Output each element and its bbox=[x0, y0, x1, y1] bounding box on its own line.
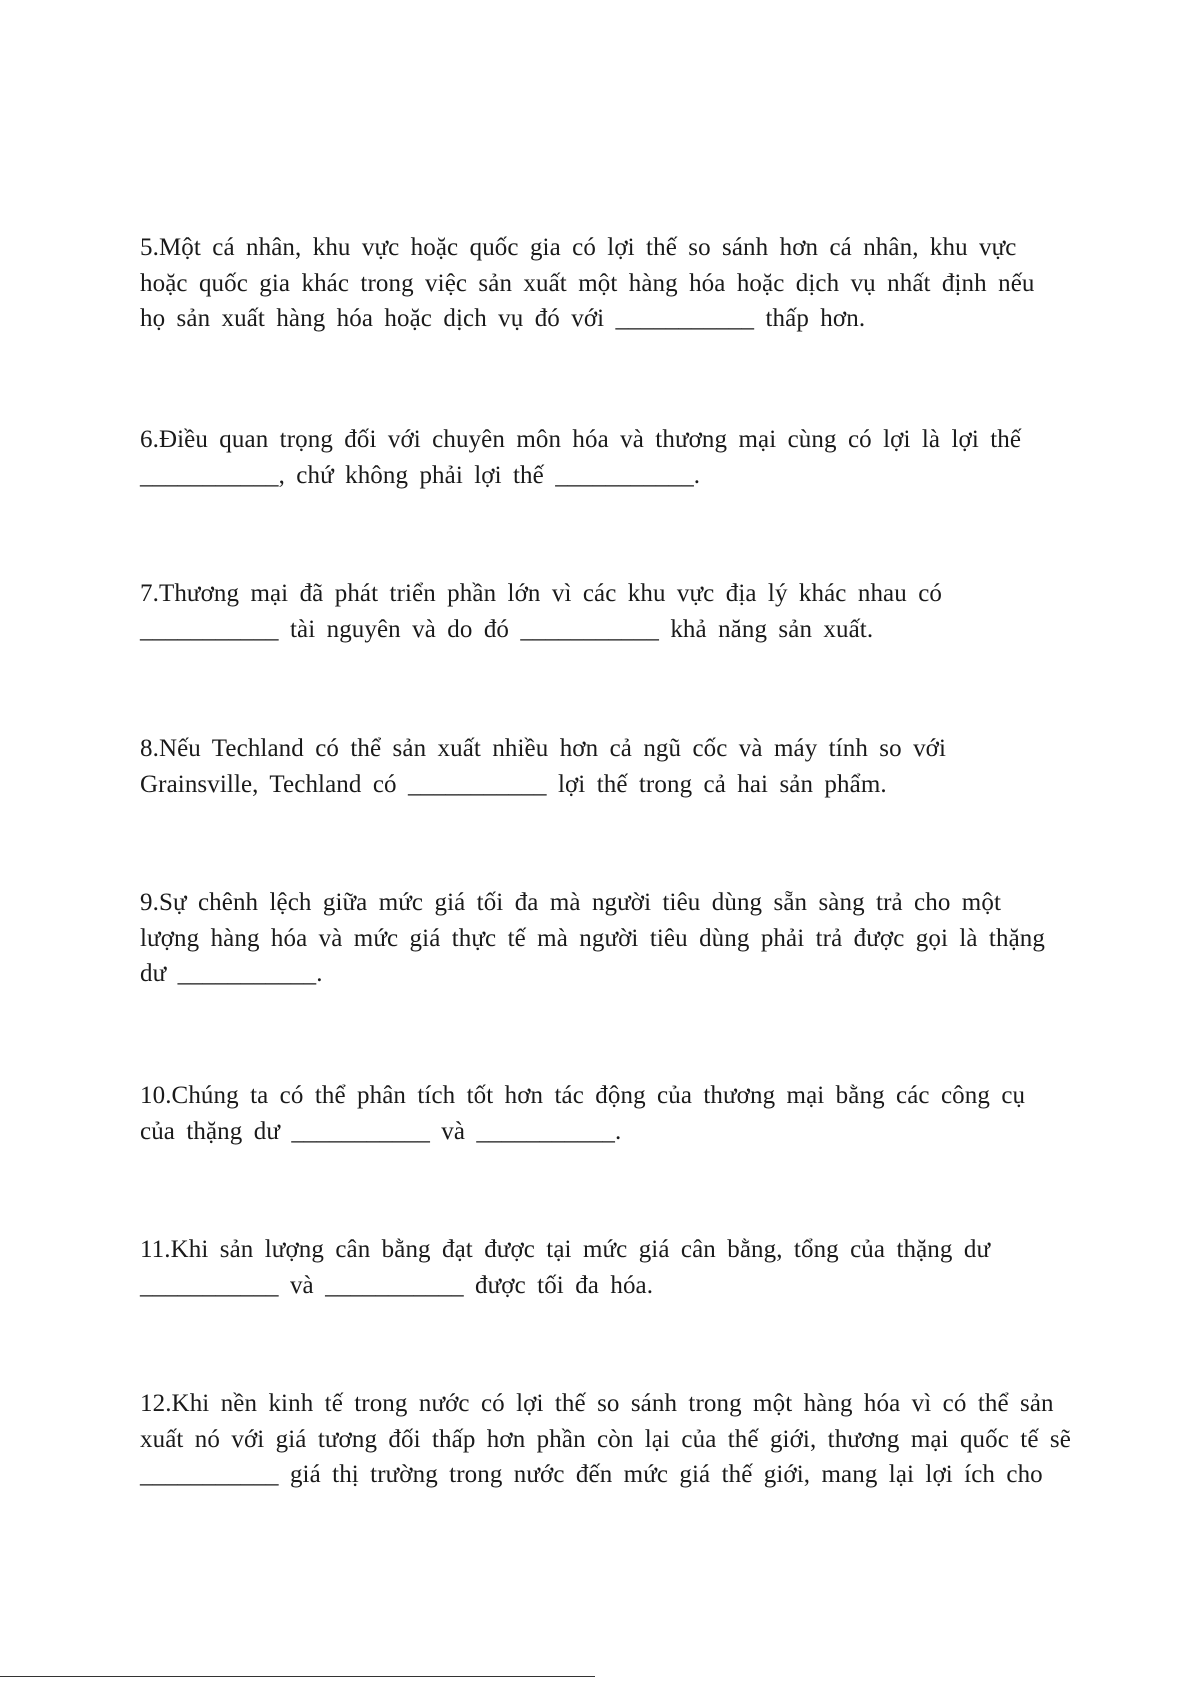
question-6-line-1: 6.Điều quan trọng đối với chuyên môn hóa và thương mại cùng có lợi là lợi thế bbox=[140, 426, 1022, 453]
question-7 bbox=[140, 576, 1140, 647]
question-8-line-2: Grainsville, Techland có ___________ lợi thế trong cả hai sản phẩm. bbox=[140, 770, 887, 798]
question-5 bbox=[140, 230, 1140, 337]
question-11-line-2: ___________ và ___________ được tối đa hóa. bbox=[140, 1271, 654, 1299]
question-12-line-1: 12.Khi nền kinh tế trong nước có lợi thế so sánh trong một hàng hóa vì có thể sản bbox=[140, 1390, 1054, 1417]
question-6-line-2: ___________, chứ không phải lợi thế ___________. bbox=[140, 461, 701, 489]
question-9-line-2: lượng hàng hóa và mức giá thực tế mà người tiêu dùng phải trả được gọi là thặng bbox=[140, 924, 1045, 952]
question-7-line-1: 7.Thương mại đã phát triển phần lớn vì các khu vực địa lý khác nhau có bbox=[140, 580, 942, 607]
footnote-divider bbox=[0, 1676, 595, 1677]
question-11-line-1: 11.Khi sản lượng cân bằng đạt được tại mức giá cân bằng, tổng của thặng dư bbox=[140, 1236, 991, 1263]
question-12 bbox=[140, 1386, 1140, 1493]
question-9 bbox=[140, 885, 1140, 992]
question-5-line-2: hoặc quốc gia khác trong việc sản xuất một hàng hóa hoặc dịch vụ nhất định nếu bbox=[140, 269, 1035, 297]
question-6 bbox=[140, 422, 1140, 493]
question-7-line-2: ___________ tài nguyên và do đó ___________ khả năng sản xuất. bbox=[140, 615, 874, 643]
question-11 bbox=[140, 1232, 1140, 1303]
question-12-line-2: xuất nó với giá tương đối thấp hơn phần còn lại của thế giới, thương mại quốc tế sẽ bbox=[140, 1425, 1071, 1453]
question-5-line-1: 5.Một cá nhân, khu vực hoặc quốc gia có lợi thế so sánh hơn cá nhân, khu vực bbox=[140, 234, 1017, 261]
question-5-line-3: họ sản xuất hàng hóa hoặc dịch vụ đó với ___________ thấp hơn. bbox=[140, 305, 866, 332]
question-10-line-2: của thặng dư ___________ và ___________. bbox=[140, 1117, 622, 1145]
question-9-line-1: 9.Sự chênh lệch giữa mức giá tối đa mà người tiêu dùng sẵn sàng trả cho một bbox=[140, 889, 1001, 916]
question-12-line-3: ___________ giá thị trường trong nước đến mức giá thế giới, mang lại lợi ích cho bbox=[140, 1461, 1043, 1488]
question-8-line-1: 8.Nếu Techland có thể sản xuất nhiều hơn cả ngũ cốc và máy tính so với bbox=[140, 735, 947, 762]
question-10-line-1: 10.Chúng ta có thể phân tích tốt hơn tác động của thương mại bằng các công cụ bbox=[140, 1082, 1026, 1109]
question-9-line-3: dư ___________. bbox=[140, 960, 323, 987]
question-10 bbox=[140, 1078, 1140, 1149]
question-8 bbox=[140, 731, 1140, 802]
